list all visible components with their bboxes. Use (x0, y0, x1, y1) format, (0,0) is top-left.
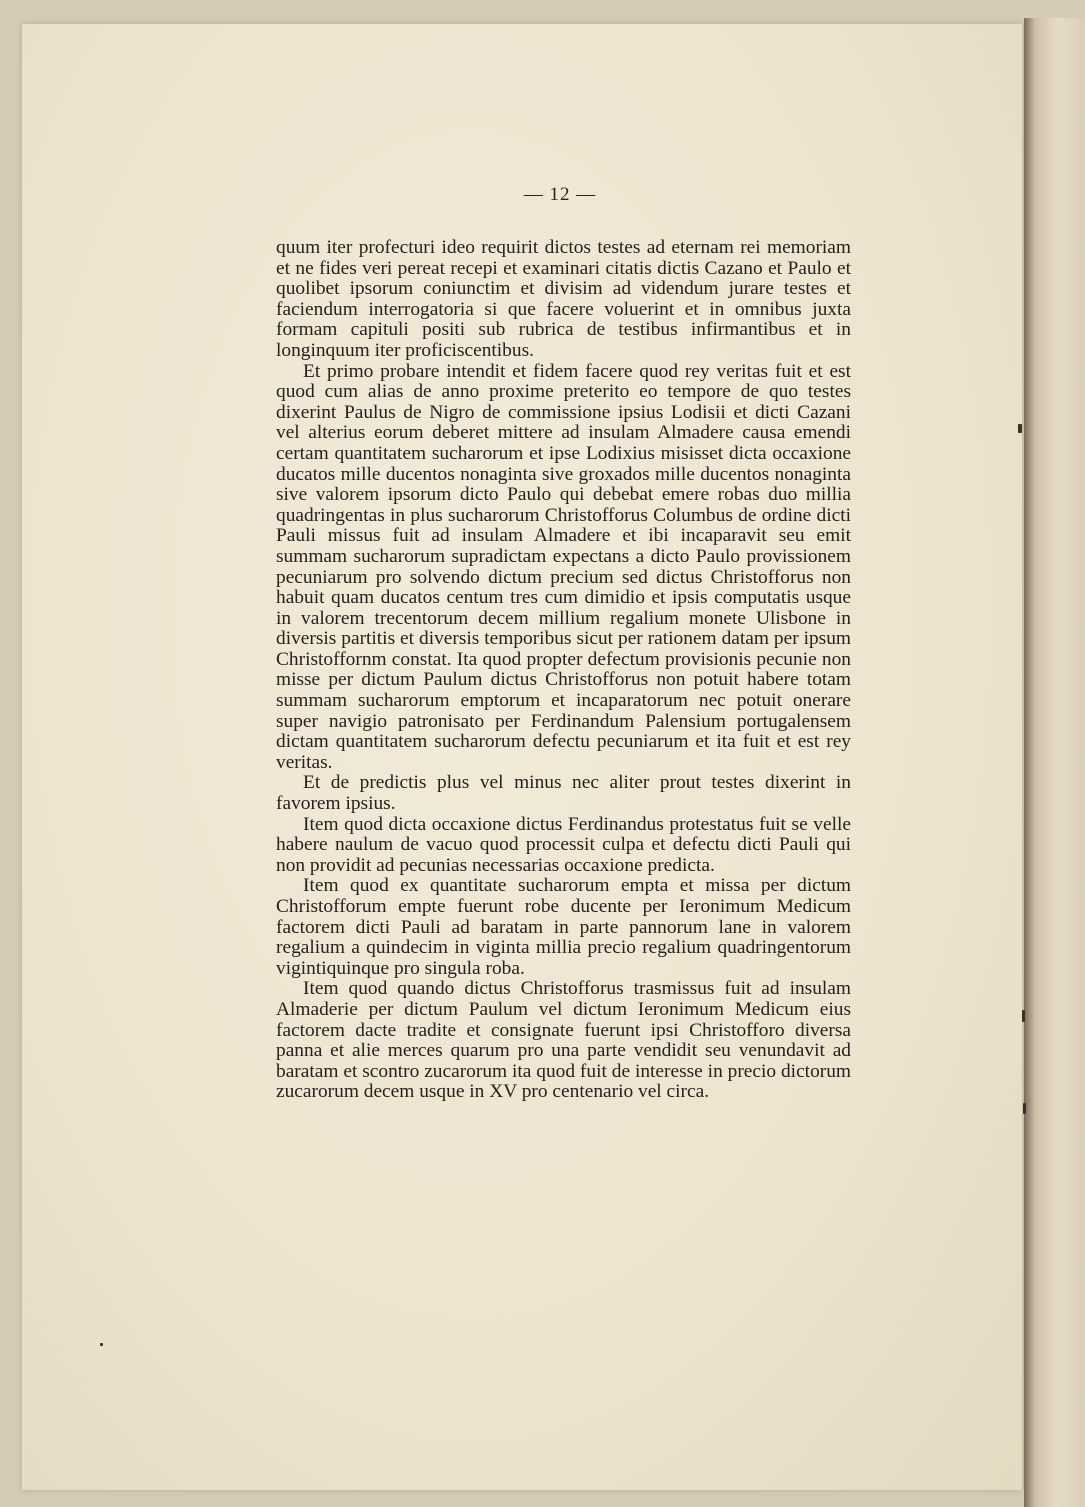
paragraph-4: Item quod dicta occaxione dictus Ferdinandus protestatus fuit se velle habere naulum de vacuo quod processit culpa et defectu dicti Pauli qui non providit ad pecunias necessarias occaxione predicta. (276, 813, 851, 876)
ink-speck (100, 1343, 103, 1346)
page-number: — 12 — (523, 184, 597, 205)
ink-speck (1018, 424, 1022, 433)
adjacent-page-edge (1024, 18, 1085, 1507)
body-text (276, 238, 851, 1103)
paragraph-2: Et primo probare intendit et fidem facere quod rey veritas fuit et est quod cum alias de anno proxime preterito eo tempore de quo testes dixerint Paulus de Nigro de commissione ipsius Lodisii et dicti Cazani vel alterius eorum deberet mittere ad insulam Almadere causa emendi certam quantitatem sucharorum et ipse Lodixius misisset dicta occaxione ducatos mille ducentos nonaginta sive groxados mille ducentos nonaginta sive valorem ipsorum dicto Paulo qui debebat emere robas duo millia quadringentas in plus sucharorum Christofforus Columbus de ordine dicti Pauli missus fuit ad insulam Almadere et ibi incaparavit seu emit summam sucharorum supradictam expectans a dicto Paulo provissionem pecuniarum pro solvendo dictum precium sed dictus Christofforus non habuit quam ducatos centum tres cum dimidio et ipsis computatis usque in valorem trecentorum decem millium regalium monete Ulisbone in diversis partitis et diversis temporibus sicut per rationem datam per ipsum Christoffornm constat. Ita quod propter defectum provisionis pecunie non misse per dictum Paulum dictus Christofforus non potuit habere totam summam sucharorum emptorum et incaparatorum nec potuit onerare super navigio patronisato per Ferdinandum Palensium portugalensem dictam quantitatem sucharorum defectu pecuniarum et ita fuit et est rey veritas. (276, 360, 851, 773)
ink-speck (1022, 1010, 1025, 1022)
paragraph-6: Item quod quando dictus Christofforus trasmissus fuit ad insulam Almaderie per dictum Paulum vel dictum Ieronimum Medicum eius factorem dacte tradite et consignate fuerunt ipsi Christofforo diversa panna et alie merces quarum pro una parte vendidit seu venundavit ad baratam et scontro zucarorum ita quod fuit de interesse in precio dictorum zucarorum decem usque in XV pro centenario vel circa. (276, 978, 851, 1103)
paragraph-1: quum iter profecturi ideo requirit dictos testes ad eternam rei memoriam et ne fides veri pereat recepi et examinari citatis dictis Cazano et Paulo et quolibet ipsorum coniunctim et divisim ad videndum jurare testes et faciendum interrogatoria si que facere voluerint et in omnibus juxta formam capituli positi sub rubrica de testibus infirmantibus et in longinquum iter proficiscentibus. (276, 237, 851, 361)
ink-speck (1023, 1103, 1026, 1114)
paragraph-3: Et de predictis plus vel minus nec aliter prout testes dixerint in favorem ipsius. (276, 772, 851, 815)
paragraph-5: Item quod ex quantitate sucharorum empta et missa per dictum Christofforum empte fuerunt robe ducente per Ieronimum Medicum factorem dicti Pauli ad baratam in parte pannorum lane in valorem regalium a quindecim in viginta millia precio regalium quadringentorum vigintiquinque pro singula roba. (276, 875, 851, 979)
